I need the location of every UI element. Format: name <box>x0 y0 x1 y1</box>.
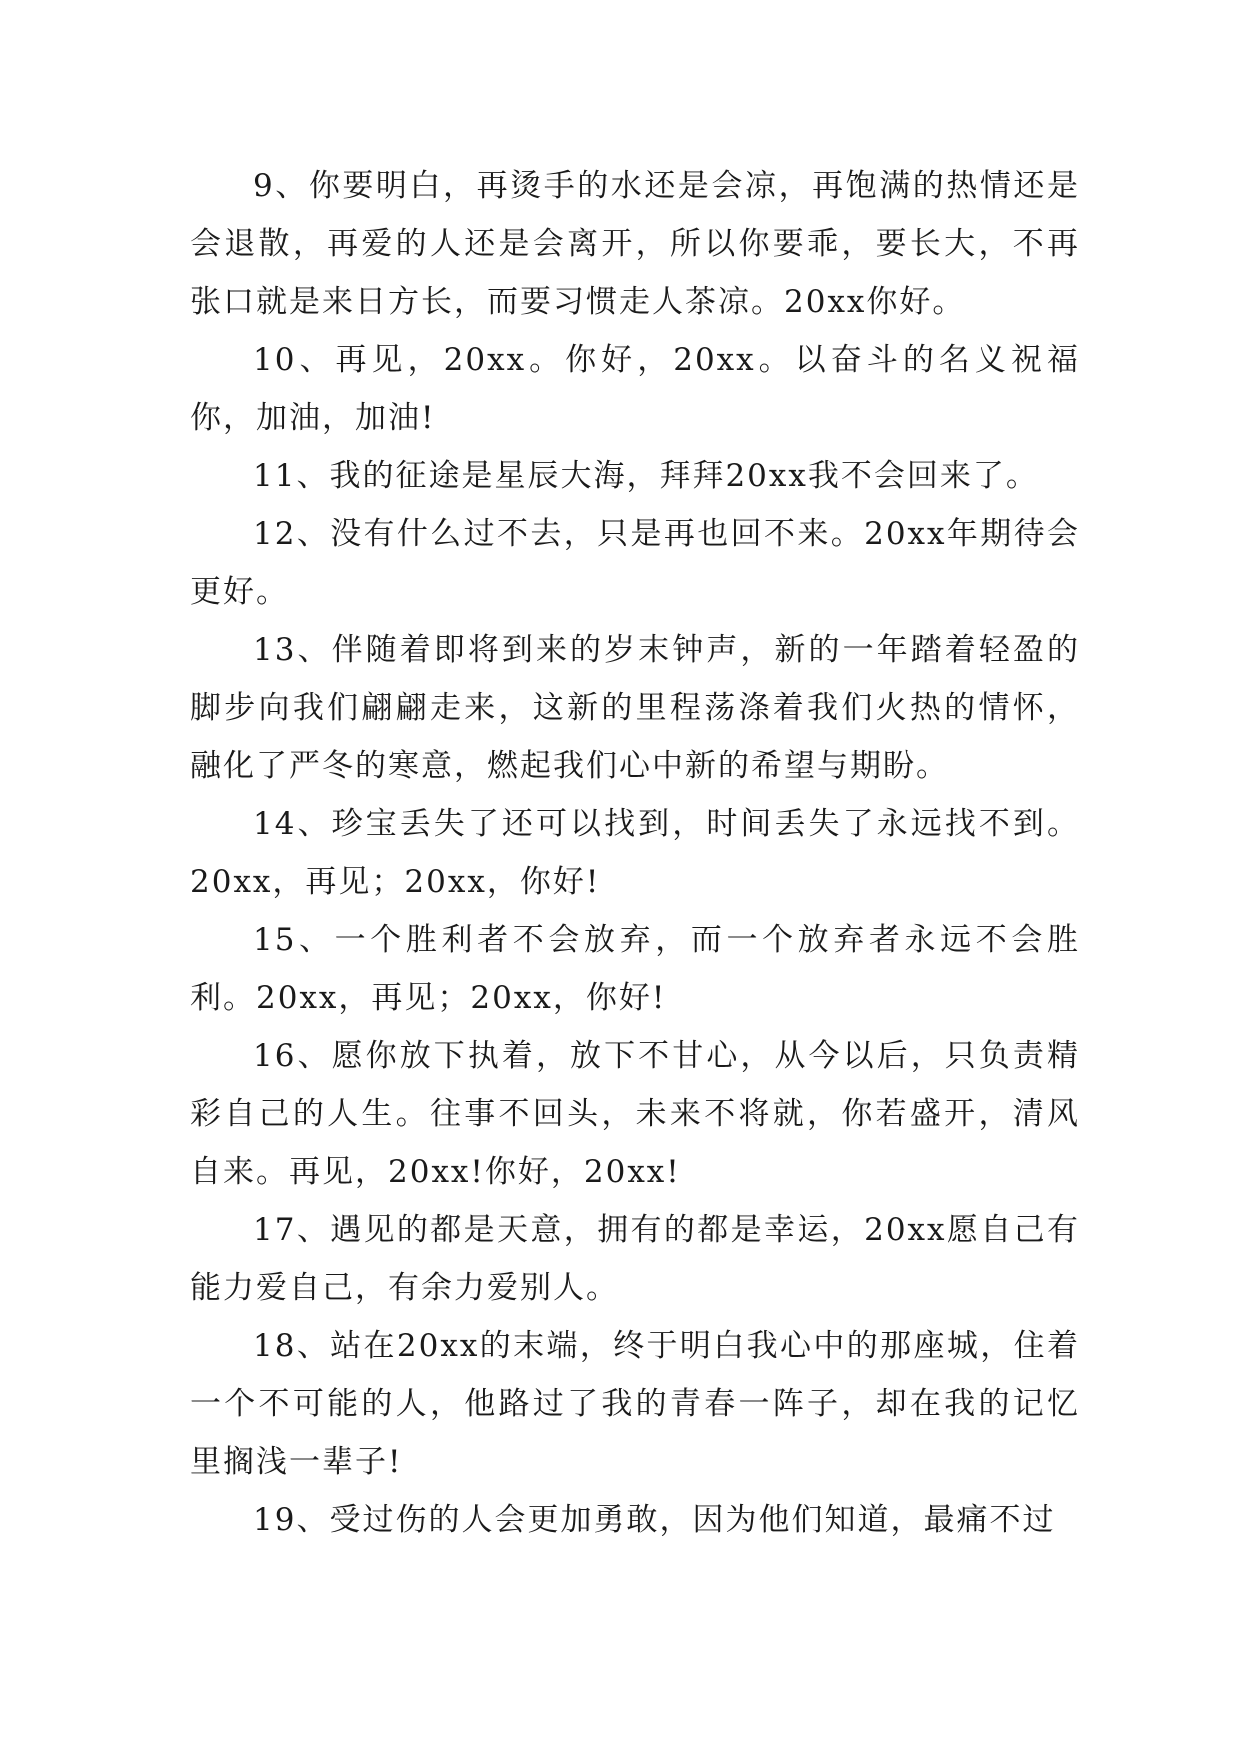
paragraph-15: 15、一个胜利者不会放弃，而一个放弃者永远不会胜利。20xx，再见；20xx，你好! <box>190 922 1080 1016</box>
paragraph-14: 14、珍宝丢失了还可以找到，时间丢失了永远找不到。20xx，再见；20xx，你好! <box>190 806 1080 900</box>
paragraph-11: 11、我的征途是星辰大海，拜拜20xx我不会回来了。 <box>253 458 1039 494</box>
paragraph-12: 12、没有什么过不去，只是再也回不来。20xx年期待会更好。 <box>190 516 1080 610</box>
paragraph-16: 16、愿你放下执着，放下不甘心，从今以后，只负责精彩自己的人生。往事不回头，未来不将就，你若盛开，清风自来。再见，20xx!你好，20xx! <box>190 1038 1080 1190</box>
document-body <box>190 157 1080 1549</box>
paragraph-10: 10、再见，20xx。你好，20xx。以奋斗的名义祝福你，加油，加油! <box>190 342 1080 436</box>
paragraph-9: 9、你要明白，再烫手的水还是会凉，再饱满的热情还是会退散，再爱的人还是会离开，所以你要乖，要长大，不再张口就是来日方长，而要习惯走人茶凉。20xx你好。 <box>190 168 1080 320</box>
paragraph-18: 18、站在20xx的末端，终于明白我心中的那座城，住着一个不可能的人，他路过了我的青春一阵子，却在我的记忆里搁浅一辈子! <box>190 1328 1080 1480</box>
paragraph-17: 17、遇见的都是天意，拥有的都是幸运，20xx愿自己有能力爱自己，有余力爱别人。 <box>190 1212 1080 1306</box>
paragraph-19: 19、受过伤的人会更加勇敢，因为他们知道，最痛不过 <box>253 1502 1056 1538</box>
paragraph-13: 13、伴随着即将到来的岁末钟声，新的一年踏着轻盈的脚步向我们翩翩走来，这新的里程荡涤着我们火热的情怀，融化了严冬的寒意，燃起我们心中新的希望与期盼。 <box>190 632 1080 784</box>
